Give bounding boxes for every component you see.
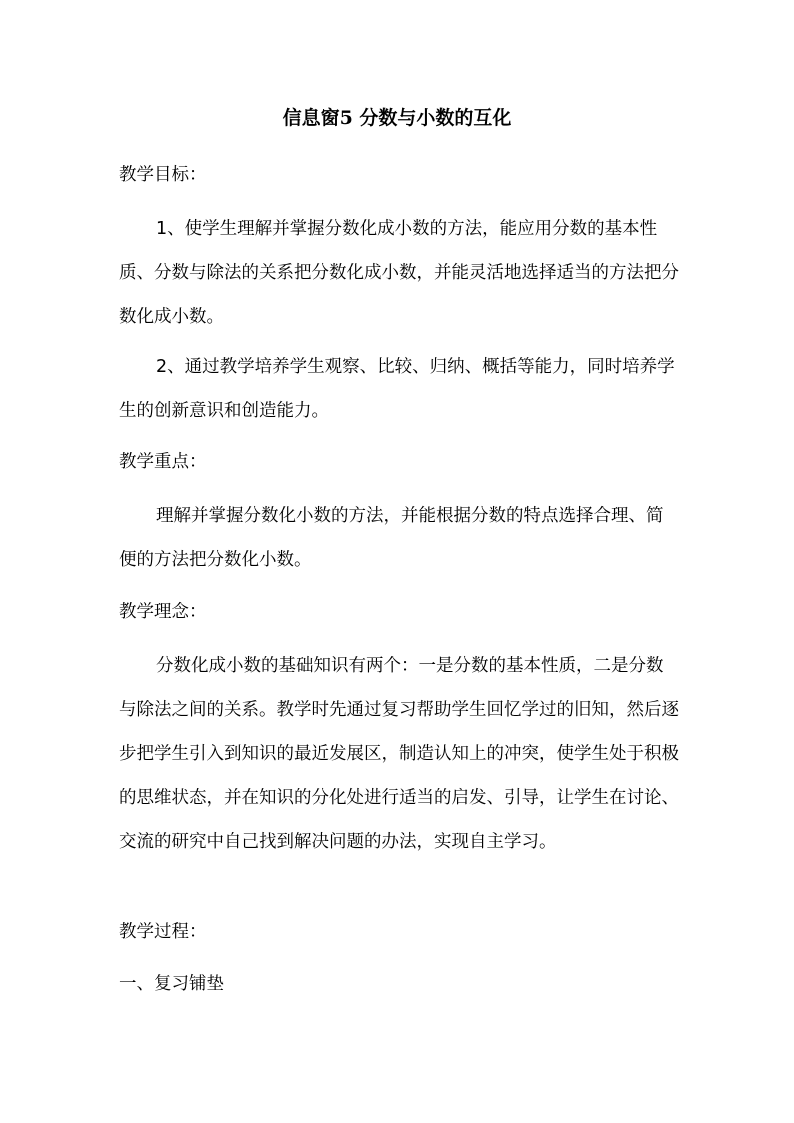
concept-paragraph [119,644,679,864]
concept-heading-text: 教学理念： [119,602,207,622]
key-heading [119,440,679,484]
process-heading [119,910,679,954]
step-1-heading [119,962,679,1006]
key-text: 理解并掌握分数化小数的方法，并能根据分数的特点选择合理、简便的方法把分数化小数。 [119,506,664,570]
goals-heading-text: 教学目标： [119,165,207,185]
step-1-heading-text: 一、复习铺垫 [119,974,224,994]
process-heading-text: 教学过程： [119,922,207,942]
concept-text: 分数化成小数的基础知识有两个：一是分数的基本性质，二是分数与除法之间的关系。教学时先通过复习帮助学生回忆学过的旧知，然后逐步把学生引入到知识的最近发展区，制造认知上的冲突，使学生处于积极的思维状态，并在知识的分化处进行适当的启发、引导，让学生在讨论、交流的研究中自己找到解决问题的办法，实现自主学习。 [119,656,679,852]
key-heading-text: 教学重点： [119,452,207,472]
goal-2-paragraph [119,345,679,433]
concept-heading [119,590,679,634]
document-title: 信息窗5 分数与小数的互化 [282,107,512,129]
goals-heading [119,153,679,197]
key-paragraph [119,494,679,582]
goal-1-paragraph [119,207,679,339]
goal-2-text: 2、通过教学培养学生观察、比较、归纳、概括等能力，同时培养学生的创新意识和创造能力。 [119,357,675,421]
goal-1-text: 1、使学生理解并掌握分数化成小数的方法，能应用分数的基本性质、分数与除法的关系把分数化成小数，并能灵活地选择适当的方法把分数化成小数。 [119,219,679,327]
